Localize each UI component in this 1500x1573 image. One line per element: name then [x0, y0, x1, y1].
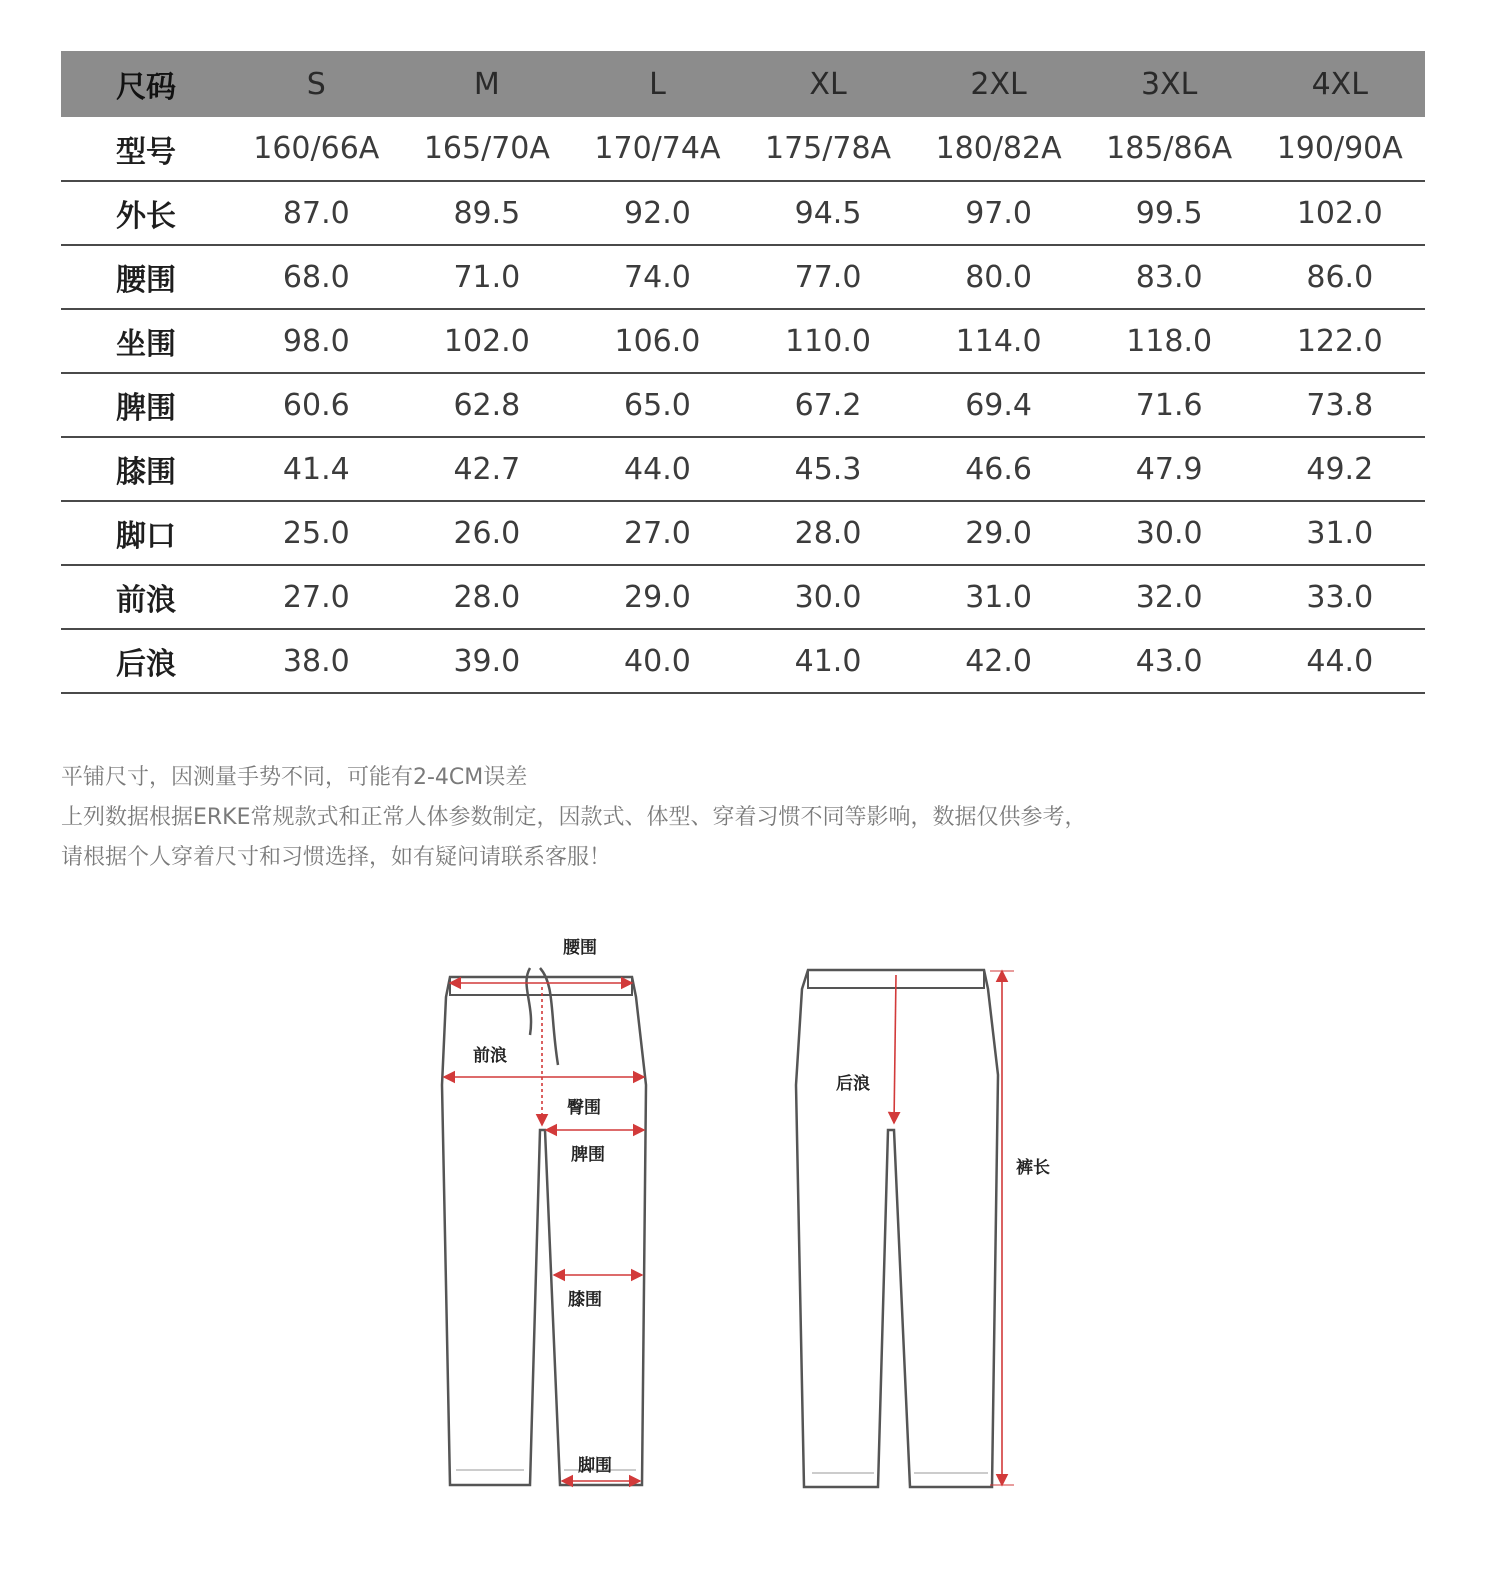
- front-waistband: [450, 977, 632, 995]
- table-cell: 83.0: [1135, 259, 1203, 295]
- table-cell: 44.0: [1306, 643, 1374, 679]
- size-header-cell: XL: [809, 66, 847, 102]
- table-cell: 38.0: [282, 643, 350, 679]
- row-label: 坐围: [116, 327, 176, 362]
- table-cell: 92.0: [624, 195, 691, 231]
- size-header-cell: L: [649, 66, 666, 102]
- table-cell: 42.7: [453, 451, 521, 487]
- table-cell: 86.0: [1306, 259, 1374, 295]
- back-pants-outline: [796, 970, 998, 1487]
- table-cell: 74.0: [624, 259, 691, 295]
- table-cell: 180/82A: [935, 131, 1062, 166]
- table-cell: 44.0: [624, 451, 691, 487]
- table-cell: 42.0: [965, 643, 1032, 679]
- back-rise-label: 后浪: [836, 1074, 870, 1094]
- table-cell: 29.0: [624, 579, 691, 615]
- size-header-cell: 4XL: [1311, 66, 1368, 102]
- size-header-cell: M: [473, 66, 500, 102]
- hip-label: 臀围: [567, 1098, 601, 1118]
- size-header-cell: 2XL: [970, 66, 1027, 102]
- front-pants-illustration: [442, 938, 646, 1485]
- table-cell: 94.5: [794, 195, 862, 231]
- table-cell: 185/86A: [1106, 131, 1233, 166]
- table-row: [61, 502, 1425, 566]
- table-cell: 62.8: [453, 387, 521, 423]
- table-cell: 106.0: [614, 323, 701, 359]
- row-label: 外长: [116, 199, 176, 234]
- table-row: [61, 182, 1425, 246]
- row-label: 型号: [116, 134, 176, 170]
- table-cell: 45.3: [794, 451, 862, 487]
- table-cell: 122.0: [1296, 323, 1383, 359]
- size-header-cell: 3XL: [1141, 66, 1198, 102]
- table-row: [61, 630, 1425, 694]
- hem-label: 脚围: [578, 1456, 612, 1476]
- table-cell: 110.0: [785, 323, 871, 359]
- row-label: 后浪: [116, 647, 176, 682]
- table-row: [61, 246, 1425, 310]
- table-cell: 41.4: [282, 451, 350, 487]
- front-rise-label: 前浪: [473, 1046, 507, 1066]
- table-cell: 25.0: [282, 515, 350, 551]
- table-row: [61, 117, 1425, 182]
- table-row: [61, 566, 1425, 630]
- table-cell: 87.0: [282, 195, 350, 231]
- row-label: 脚口: [116, 519, 176, 554]
- table-cell: 114.0: [955, 323, 1042, 359]
- table-cell: 170/74A: [594, 131, 721, 166]
- size-header-label: 尺码: [116, 70, 176, 105]
- back-rise-measure-line: [894, 975, 896, 1123]
- table-cell: 118.0: [1126, 323, 1213, 359]
- table-cell: 102.0: [1296, 195, 1383, 231]
- table-row: [61, 310, 1425, 374]
- table-cell: 26.0: [453, 515, 521, 551]
- table-body: [61, 117, 1425, 694]
- table-cell: 175/78A: [764, 131, 892, 166]
- table-cell: 31.0: [1306, 515, 1374, 551]
- table-cell: 97.0: [965, 195, 1032, 231]
- back-pants-illustration: [796, 970, 1050, 1487]
- table-cell: 49.2: [1306, 451, 1374, 487]
- table-cell: 27.0: [624, 515, 691, 551]
- table-cell: 68.0: [282, 259, 350, 295]
- table-cell: 30.0: [794, 579, 862, 615]
- table-cell: 71.0: [453, 259, 521, 295]
- note-line: 请根据个人穿着尺寸和习惯选择，如有疑问请联系客服！: [61, 845, 612, 870]
- row-label: 前浪: [116, 583, 176, 618]
- table-cell: 30.0: [1135, 515, 1203, 551]
- table-cell: 190/90A: [1276, 131, 1403, 166]
- pants-measurement-diagram: [400, 925, 1100, 1505]
- table-row: [61, 438, 1425, 502]
- table-cell: 71.6: [1135, 387, 1203, 423]
- table-cell: 28.0: [453, 579, 521, 615]
- table-cell: 40.0: [624, 643, 691, 679]
- table-cell: 69.4: [965, 387, 1032, 423]
- table-cell: 60.6: [282, 387, 350, 423]
- row-label: 脾围: [116, 391, 176, 426]
- table-cell: 46.6: [965, 451, 1032, 487]
- table-cell: 27.0: [282, 579, 350, 615]
- thigh-label: 脾围: [571, 1145, 605, 1165]
- size-header-cell: S: [306, 66, 326, 102]
- table-cell: 80.0: [965, 259, 1032, 295]
- table-cell: 29.0: [965, 515, 1032, 551]
- table-cell: 31.0: [965, 579, 1032, 615]
- note-line: 平铺尺寸，因测量手势不同，可能有2-4CM误差: [61, 765, 528, 790]
- table-cell: 41.0: [794, 643, 862, 679]
- table-cell: 77.0: [794, 259, 862, 295]
- waist-label: 腰围: [563, 938, 597, 958]
- table-cell: 47.9: [1135, 451, 1203, 487]
- table-cell: 43.0: [1135, 643, 1203, 679]
- table-cell: 160/66A: [253, 131, 380, 166]
- table-cell: 165/70A: [423, 131, 550, 166]
- length-label: 裤长: [1016, 1158, 1050, 1178]
- table-cell: 33.0: [1306, 579, 1374, 615]
- row-label: 腰围: [116, 263, 176, 298]
- table-header-row: [61, 51, 1425, 117]
- table-cell: 67.2: [794, 387, 862, 423]
- row-label: 膝围: [116, 455, 176, 490]
- knee-label: 膝围: [568, 1290, 602, 1310]
- table-cell: 98.0: [282, 323, 350, 359]
- table-cell: 73.8: [1306, 387, 1374, 423]
- table-cell: 39.0: [453, 643, 521, 679]
- table-cell: 65.0: [624, 387, 691, 423]
- measurement-notes: [61, 758, 1087, 878]
- size-chart-table: [61, 51, 1425, 694]
- table-cell: 99.5: [1135, 195, 1203, 231]
- table-row: [61, 374, 1425, 438]
- note-line: 上列数据根据ERKE常规款式和正常人体参数制定，因款式、体型、穿着习惯不同等影响，数据仅供参考，: [61, 805, 1087, 830]
- table-cell: 32.0: [1135, 579, 1203, 615]
- table-cell: 102.0: [443, 323, 530, 359]
- table-cell: 28.0: [794, 515, 862, 551]
- table-cell: 89.5: [453, 195, 521, 231]
